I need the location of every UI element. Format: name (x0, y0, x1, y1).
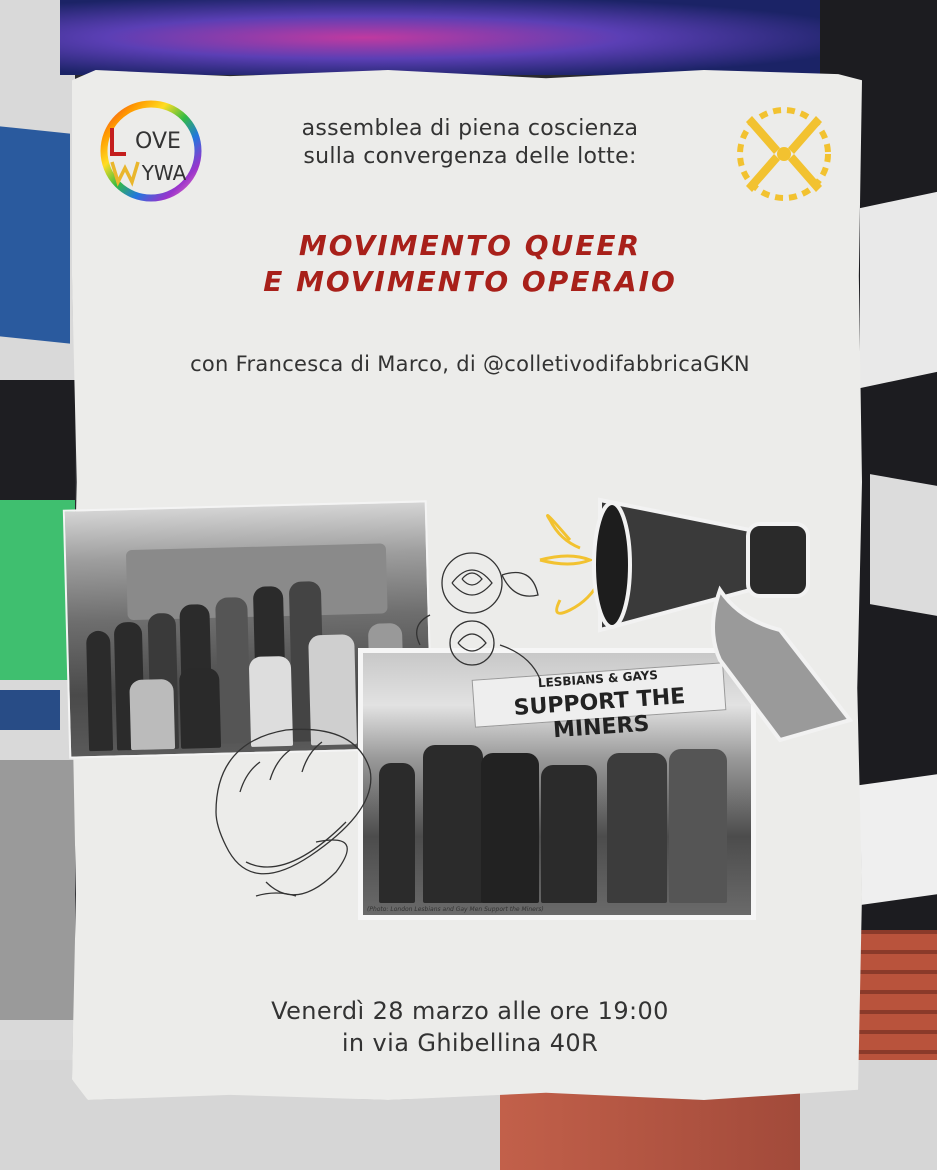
banner-top-text: LESBIANS & GAYS (537, 667, 659, 691)
logo-text-bottom: YWA (141, 161, 187, 185)
intro-line-1: assemblea di piena coscienza (301, 116, 639, 141)
gear-hammer-logo (732, 98, 836, 208)
intro-line-2: sulla convergenza delle lotte: (303, 144, 637, 169)
title-line-2: E MOVIMENTO OPERAIO (263, 265, 677, 298)
event-details (150, 995, 790, 1059)
intro-text (230, 115, 710, 171)
title-line-1: MOVIMENTO QUEER (298, 229, 642, 262)
event-title (150, 228, 790, 300)
photo-caption: (Photo: London Lesbians and Gay Men Support the Miners) (367, 906, 544, 913)
bread-sketch-icon (206, 722, 376, 922)
love-my-way-logo (98, 98, 204, 204)
rose-sketch-icon (410, 535, 550, 685)
event-date: Venerdì 28 marzo alle ore 19:00 (271, 997, 669, 1025)
guest-line: con Francesca di Marco, di @colletivodifabbricaGKN (190, 352, 750, 376)
logo-text-top: OVE (135, 129, 181, 154)
banner-main-text: SUPPORT THE MINERS (512, 684, 687, 744)
event-place: in via Ghibellina 40R (341, 1029, 599, 1057)
megaphone-icon (530, 490, 865, 755)
